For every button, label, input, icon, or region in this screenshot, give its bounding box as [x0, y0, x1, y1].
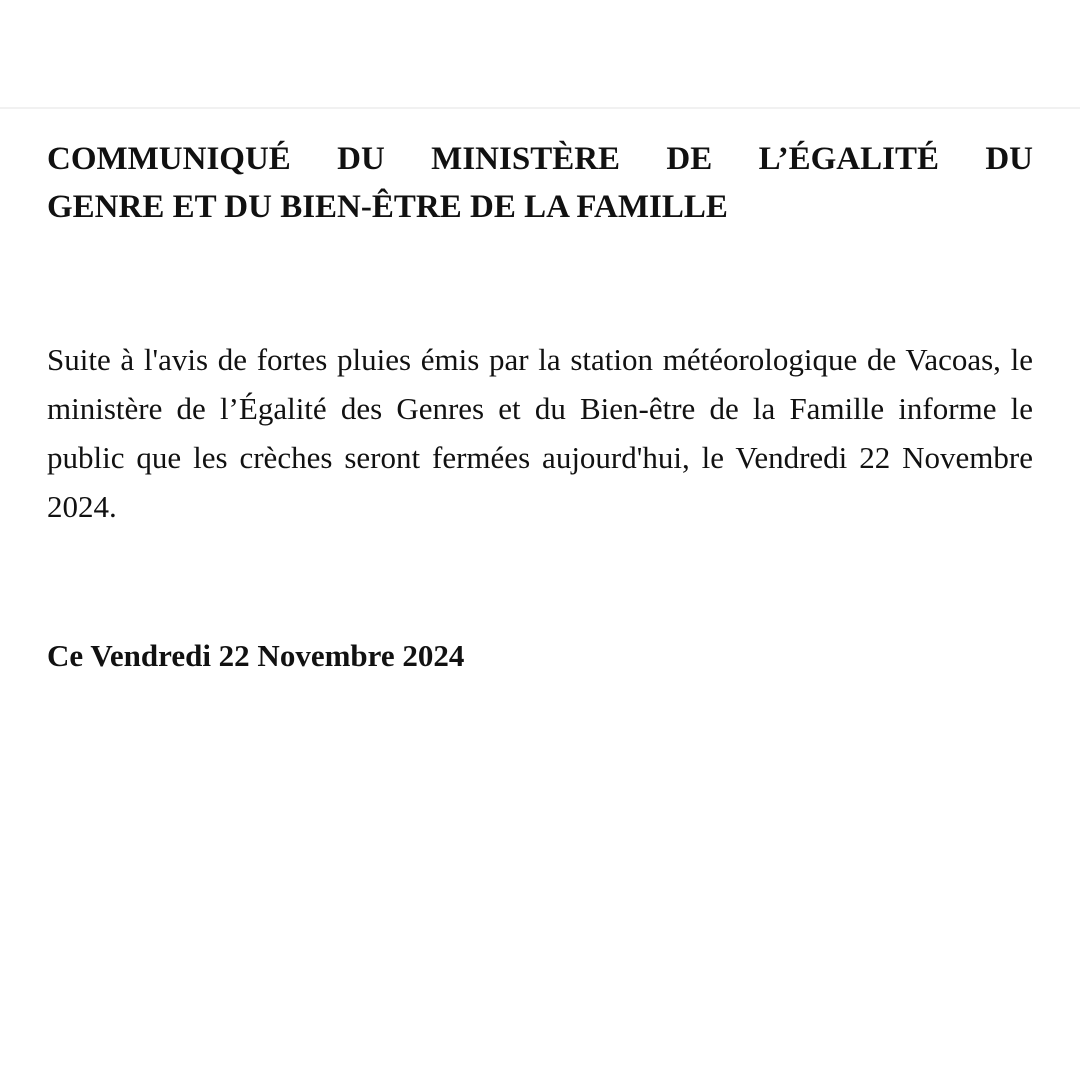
- top-divider: [0, 107, 1080, 109]
- communique-document: [47, 135, 1033, 673]
- document-body: Suite à l'avis de fortes pluies émis par la station météorologique de Vacoas, le ministère de l’Égalité des Genres et du Bien-être de la Famille informe le public que les crèches seront fermées aujourd'hui, le Vendredi 22 Novembre 2024.: [47, 342, 1033, 524]
- document-title: [47, 135, 1033, 231]
- document-date-signoff: Ce Vendredi 22 Novembre 2024: [47, 638, 465, 673]
- document-title-line-2: GENRE ET DU BIEN-ÊTRE DE LA FAMILLE: [47, 189, 728, 225]
- document-title-line-1: COMMUNIQUÉ DU MINISTÈRE DE L’ÉGALITÉ DU: [47, 141, 1033, 177]
